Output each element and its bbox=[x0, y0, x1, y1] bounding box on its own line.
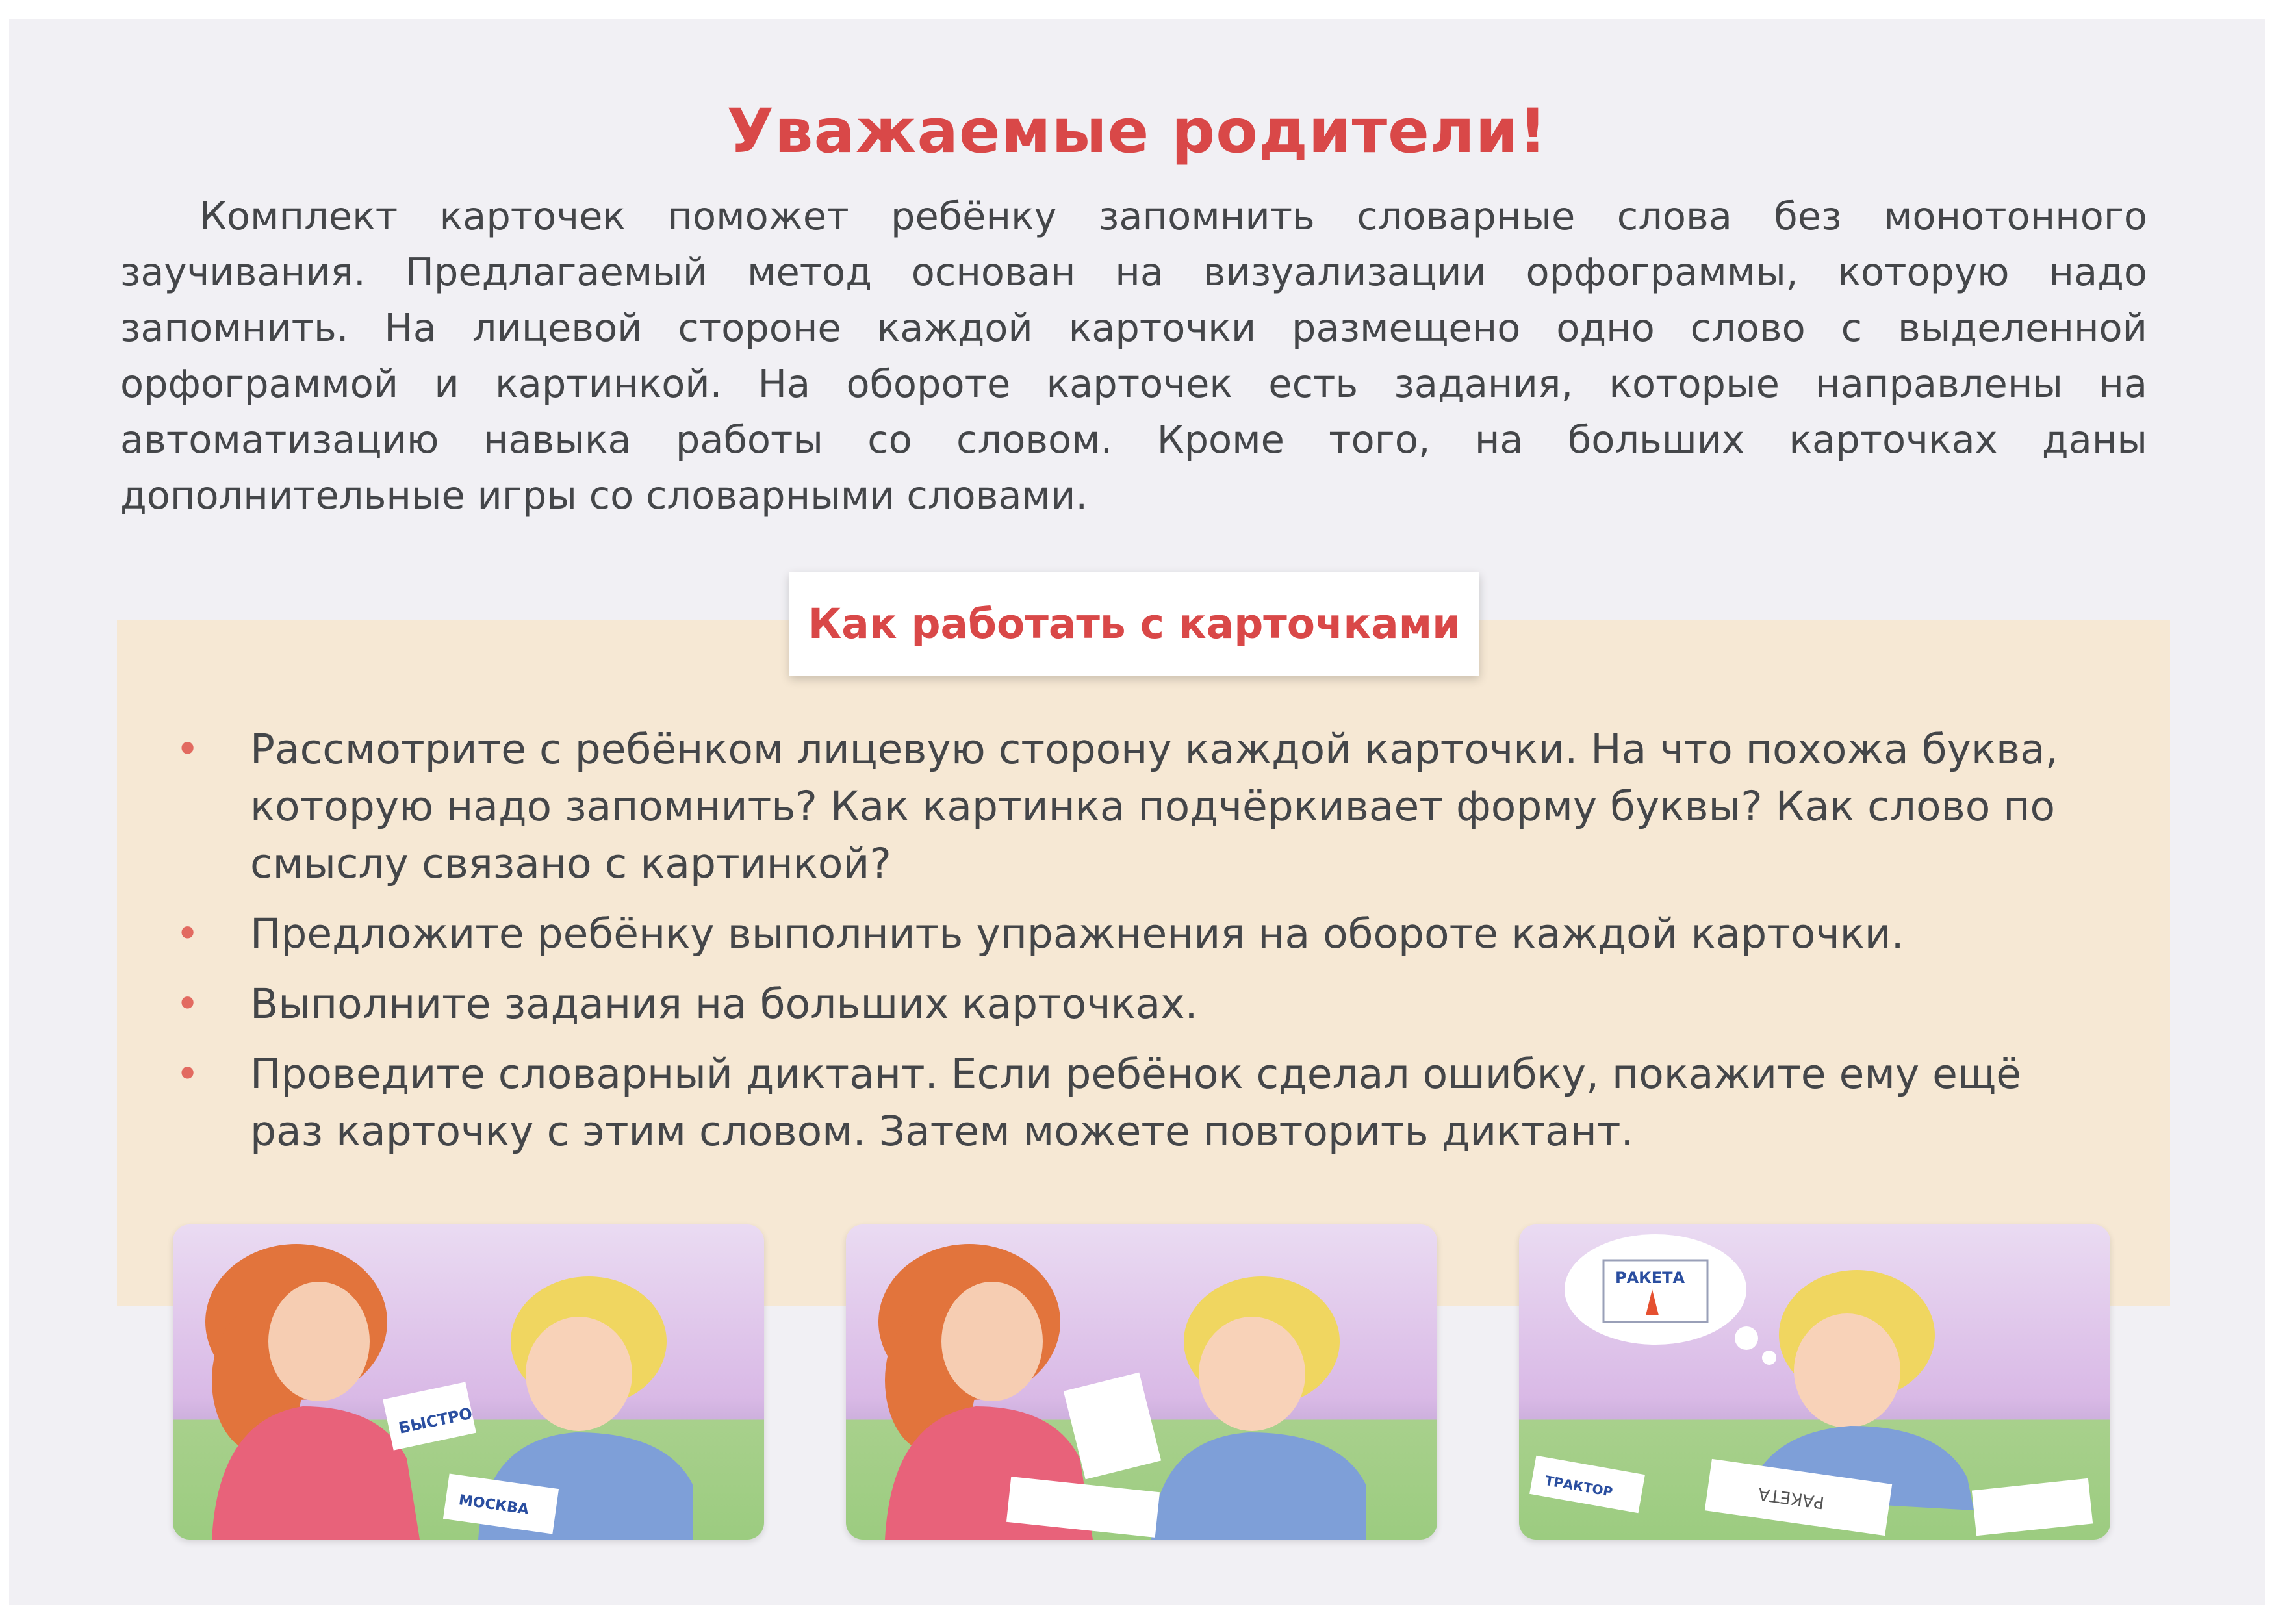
section-title: Как работать с карточками bbox=[789, 572, 1479, 676]
list-item: • Проведите словарный диктант. Если ребёнок сделал ошибку, покажите ему ещё раз карточку с этим словом. Затем можете повторить диктант. bbox=[169, 1046, 2099, 1160]
page-title: Уважаемые родители! bbox=[726, 96, 1548, 167]
child-body bbox=[1151, 1432, 1366, 1540]
writing-paper-word: РАКЕТА bbox=[1757, 1483, 1826, 1512]
illustration-exercises bbox=[846, 1224, 1437, 1540]
flash-card-word: БЫСТРО bbox=[397, 1404, 474, 1438]
list-item: • Рассмотрите с ребёнком лицевую сторону каждой карточки. На что похожа буква, которую надо запомнить? Как картинка подчёркивает форму буквы? Как слово по смыслу связано с картинкой? bbox=[169, 721, 2099, 893]
table-paper bbox=[1972, 1478, 2093, 1536]
child-face bbox=[526, 1317, 632, 1431]
instructions-list bbox=[169, 721, 2099, 1173]
child-face bbox=[1199, 1317, 1305, 1431]
bullet-icon: • bbox=[175, 1050, 200, 1098]
mother-face bbox=[268, 1282, 370, 1401]
bullet-icon: • bbox=[175, 910, 200, 958]
list-item: • Выполните задания на больших карточках. bbox=[169, 976, 2099, 1033]
table-card-word: ТРАКТОР bbox=[1544, 1472, 1615, 1500]
child-face bbox=[1794, 1313, 1900, 1428]
illustration-dictation bbox=[1519, 1224, 2110, 1540]
illustration-mother-shows-card bbox=[173, 1224, 764, 1540]
table-card-word: МОСКВА bbox=[457, 1492, 530, 1518]
list-item: • Предложите ребёнку выполнить упражнения на обороте каждой карточки. bbox=[169, 906, 2099, 963]
bullet-icon: • bbox=[175, 980, 200, 1028]
mother-face bbox=[941, 1282, 1043, 1401]
intro-paragraph: Комплект карточек поможет ребёнку запомнить словарные слова без монотонного заучивания. Предлагаемый метод основан на визуализации орфограммы, которую надо запомнить. На лицевой стороне каждой карточки размещено одно слово с выделенной орфограммой и картинкой. На обороте карточек есть задания, которые направлены на автоматизацию навыка работы со словом. Кроме того, на больших карточках даны дополнительные игры со словарными словами. bbox=[120, 194, 2147, 518]
rocket-card-word: РАКЕТА bbox=[1615, 1269, 1685, 1287]
bullet-icon: • bbox=[175, 726, 200, 773]
